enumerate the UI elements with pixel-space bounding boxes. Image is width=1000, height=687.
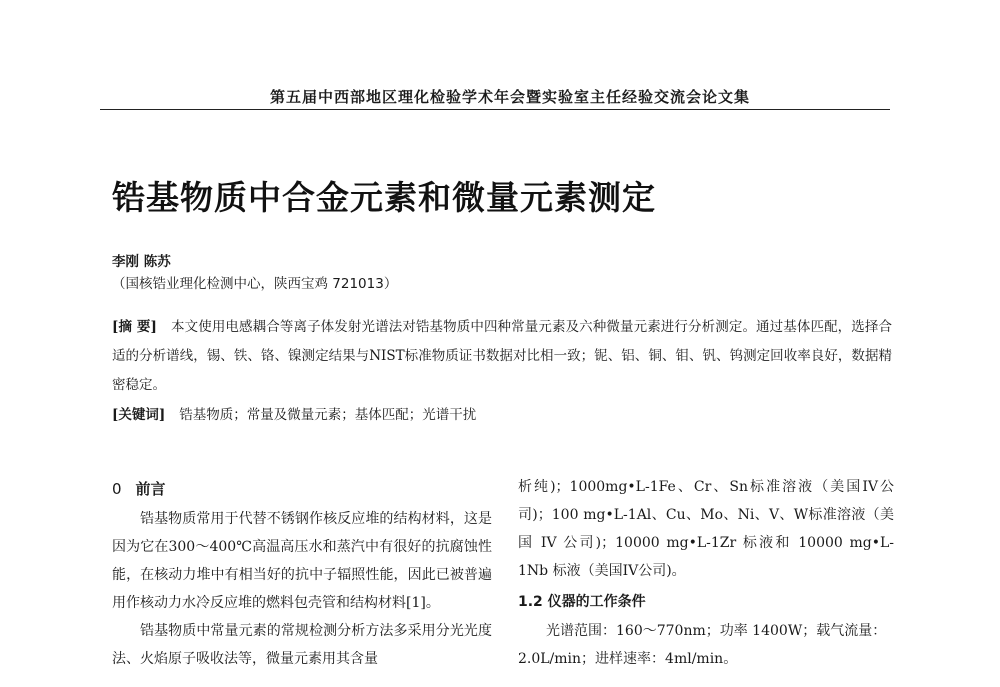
- left-column: [112, 478, 492, 673]
- conditions-line-2: 2.0L/min；进样速率：4ml/min。: [518, 651, 738, 667]
- keywords: [112, 403, 892, 427]
- abstract-text: 本文使用电感耦合等离子体发射光谱法对锆基物质中四种常量元素及六种微量元素进行分析测定。通过基体匹配，选择合适的分析谱线，锡、铁、铬、镍测定结果与NIST标准物质证书数据对比相一致；铌、铝、铜、钼、钒、钨测定回收率良好，数据精密稳定。: [112, 319, 892, 393]
- intro-paragraph-2: 锆基物质中常量元素的常规检测分析方法多采用分光光度法、火焰原子吸收法等，微量元素用其含量: [112, 623, 492, 667]
- authors: 李刚 陈苏: [112, 254, 171, 270]
- section-number: 0: [112, 480, 122, 498]
- section-title: 前言: [135, 480, 166, 498]
- header-rule: [100, 109, 890, 110]
- conditions-line-1: 光谱范围：160～770nm；功率 1400W；载气流量：: [546, 623, 887, 639]
- right-column: [518, 473, 894, 673]
- abstract-label: [摘 要]: [112, 319, 157, 335]
- intro-paragraph-1: 锆基物质常用于代替不锈钢作核反应堆的结构材料，这是因为它在300～400℃高温高压水和蒸汽中有很好的抗腐蚀性能，在核动力堆中有相当好的抗中子辐照性能，因此已被普遍用作核动力水冷反应堆的燃料包壳管和结构材料[1]。: [112, 511, 492, 611]
- section-heading-intro: [112, 478, 492, 499]
- paper-title: 锆基物质中合金元素和微量元素测定: [112, 178, 656, 217]
- reagents-paragraph: 析纯)；1000mg•L-1Fe、Cr、Sn标准溶液（美国IV公司)；100 mg•L-1Al、Cu、Mo、Ni、V、W标准溶液（美国 IV 公司)；10000 mg•L-1Zr 标液和 10000 mg•L-1Nb 标液（美国IV公司)。: [518, 479, 894, 579]
- abstract: [112, 313, 892, 400]
- keywords-text: 锆基物质；常量及微量元素；基体匹配；光谱干扰: [179, 407, 477, 423]
- affiliation: （国核锆业理化检测中心，陕西宝鸡 721013）: [112, 276, 398, 292]
- keywords-label: [关键词]: [112, 407, 166, 423]
- running-header: 第五届中西部地区理化检验学术年会暨实验室主任经验交流会论文集: [269, 88, 750, 106]
- subsection-heading: 1.2 仪器的工作条件: [518, 594, 646, 610]
